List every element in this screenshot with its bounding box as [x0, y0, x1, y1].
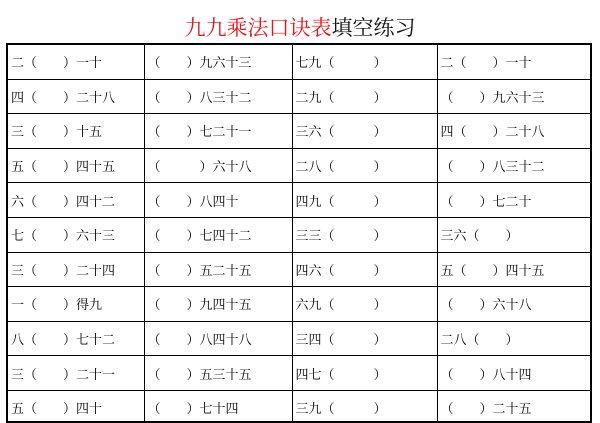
exercise-cell: 五（ ）四十五 — [8, 148, 144, 183]
exercise-sheet — [6, 43, 592, 423]
exercise-cell: 三（ ）十五 — [8, 114, 144, 149]
table-row — [8, 79, 590, 114]
exercise-cell: 七九（ ） — [292, 45, 437, 79]
title-red-part: 九九乘法口诀表 — [184, 16, 332, 40]
exercise-cell: 二八（ ） — [292, 148, 437, 183]
exercise-cell: （ ）八三十二 — [437, 148, 590, 183]
exercise-cell: 三（ ）二十四 — [8, 252, 144, 287]
exercise-cell: （ ）九六十三 — [144, 45, 292, 79]
exercise-cell: 三四（ ） — [292, 321, 437, 356]
exercise-cell: （ ）七四十二 — [144, 217, 292, 252]
table-row — [8, 287, 590, 322]
exercise-cell: 三三（ ） — [292, 217, 437, 252]
exercise-cell: （ ）七十四 — [144, 390, 292, 423]
exercise-cell: 四七（ ） — [292, 356, 437, 391]
table-row — [8, 183, 590, 218]
exercise-cell: （ ）八十四 — [437, 356, 590, 391]
table-row — [8, 321, 590, 356]
exercise-cell: 六（ ）四十二 — [8, 183, 144, 218]
exercise-cell: 四（ ）二十八 — [437, 114, 590, 149]
exercise-cell: （ ）八四十 — [144, 183, 292, 218]
exercise-cell: 四（ ）二十八 — [8, 79, 144, 114]
exercise-cell: （ ）九四十五 — [144, 287, 292, 322]
exercise-cell: （ ）九六十三 — [437, 79, 590, 114]
exercise-cell: 二（ ）一十 — [8, 45, 144, 79]
exercise-cell: （ ）七二十 — [437, 183, 590, 218]
exercise-cell: （ ）八三十二 — [144, 79, 292, 114]
exercise-table — [8, 45, 590, 423]
exercise-cell: 二九（ ） — [292, 79, 437, 114]
exercise-cell: 四六（ ） — [292, 252, 437, 287]
exercise-cell: 二（ ）一十 — [437, 45, 590, 79]
table-row — [8, 114, 590, 149]
exercise-cell: （ ）五三十五 — [144, 356, 292, 391]
exercise-cell: （ ）六十八 — [144, 148, 292, 183]
exercise-cell: 二八（ ） — [437, 321, 590, 356]
table-row — [8, 45, 590, 79]
exercise-cell: 八（ ）七十二 — [8, 321, 144, 356]
exercise-cell: 三六（ ） — [292, 114, 437, 149]
table-row — [8, 252, 590, 287]
exercise-cell: （ ）二十五 — [437, 390, 590, 423]
exercise-cell: （ ）六十八 — [437, 287, 590, 322]
exercise-cell: 三六（ ） — [437, 217, 590, 252]
exercise-cell: 五（ ）四十 — [8, 390, 144, 423]
table-row — [8, 356, 590, 391]
exercise-cell: 一（ ）得九 — [8, 287, 144, 322]
table-row — [8, 390, 590, 423]
exercise-cell: 四九（ ） — [292, 183, 437, 218]
table-row — [8, 148, 590, 183]
exercise-cell: （ ）五二十五 — [144, 252, 292, 287]
exercise-cell: 三（ ）二十一 — [8, 356, 144, 391]
exercise-cell: 七（ ）六十三 — [8, 217, 144, 252]
exercise-table-body — [8, 45, 590, 423]
page-title — [0, 14, 600, 42]
exercise-cell: 六九（ ） — [292, 287, 437, 322]
exercise-cell: （ ）八四十八 — [144, 321, 292, 356]
table-row — [8, 217, 590, 252]
exercise-cell: 三九（ ） — [292, 390, 437, 423]
exercise-cell: （ ）七二十一 — [144, 114, 292, 149]
exercise-cell: 五（ ）四十五 — [437, 252, 590, 287]
title-black-part: 填空练习 — [331, 16, 416, 40]
